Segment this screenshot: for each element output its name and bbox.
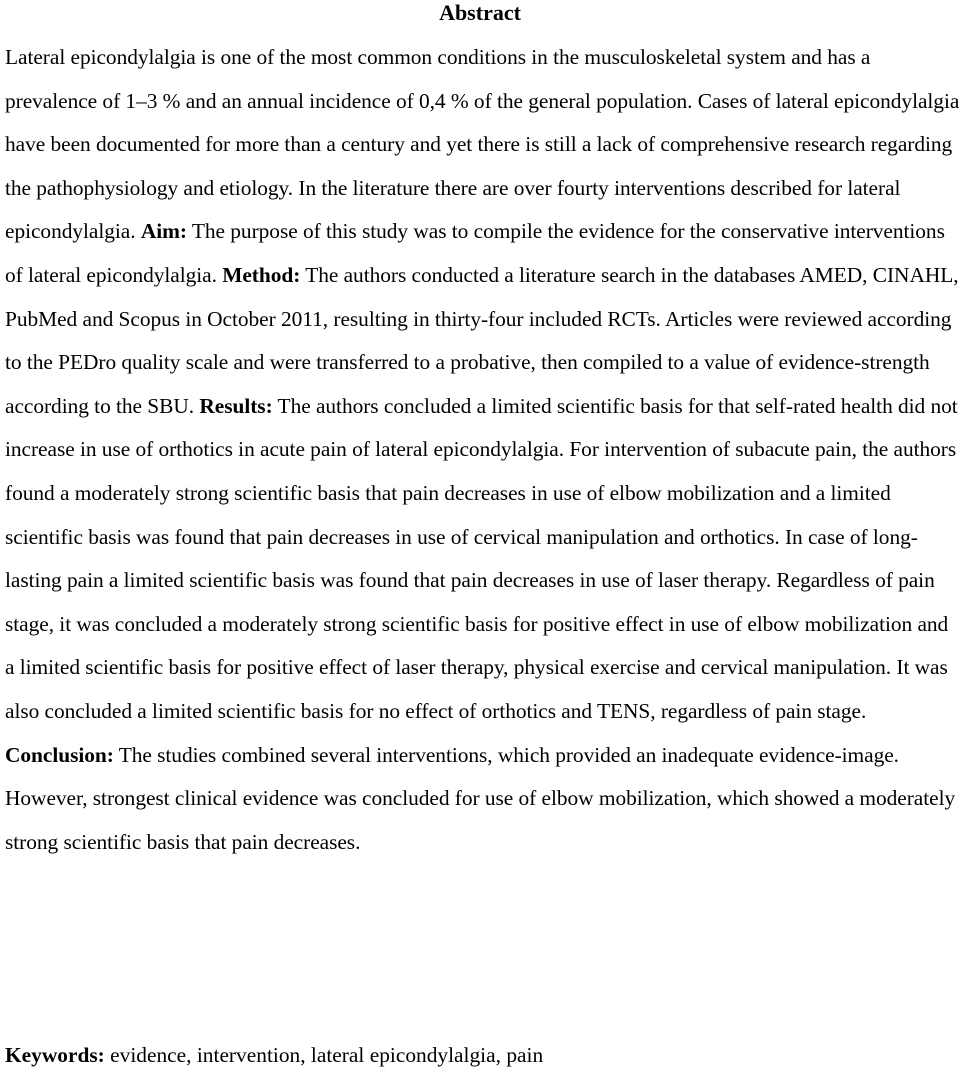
results-text: The authors concluded a limited scientific basis for that self-rated health did not increase in use of orthotics in acute pain of lateral epicondylalgia. For intervention of subacute pain, the authors found a moderately strong scientific basis that pain decreases in use of elbow mobilization and a limited scientific basis was found that pain decreases in use of cervical manipulation and orthotics. In case of long-lasting pain a limited scientific basis was found that pain decreases in use of laser therapy. Regardless of pain stage, it was concluded a moderately strong scientific basis for positive effect in use of elbow mobilization and a limited scientific basis for positive effect of laser therapy, physical exercise and cervical manipulation. It was also concluded a limited scientific basis for no effect of orthotics and TENS, regardless of pain stage. xyxy=(5,393,958,723)
abstract-body xyxy=(5,36,960,864)
method-label: Method: xyxy=(222,262,301,287)
results-label: Results: xyxy=(199,393,273,418)
conclusion-label: Conclusion: xyxy=(5,742,114,767)
conclusion-text: The studies combined several interventions, which provided an inadequate evidence-image. However, strongest clinical evidence was concluded for use of elbow mobilization, which showed a moderately strong scientific basis that pain decreases. xyxy=(5,742,956,854)
abstract-title: Abstract xyxy=(439,0,521,25)
keywords-label: Keywords: xyxy=(5,1043,105,1067)
intro-text: Lateral epicondylalgia is one of the most common conditions in the musculoskeletal system and has a prevalence of 1–3 % and an annual incidence of 0,4 % of the general population. Cases of lateral epicondylalgia have been documented for more than a century and yet there is still a lack of comprehensive research regarding the pathophysiology and etiology. In the literature there are over fourty interventions described for lateral epicondylalgia. xyxy=(5,45,960,244)
method-text: The authors conducted a literature search in the databases AMED, CINAHL, PubMed and Scopus in October 2011, resulting in thirty-four included RCTs. Articles were reviewed according to the PEDro quality scale and were transferred to a probative, then compiled to a value of evidence-strength according to the SBU. xyxy=(5,262,959,418)
aim-text: The purpose of this study was to compile the evidence for the conservative interventions of lateral epicondylalgia. xyxy=(5,219,945,287)
aim-label: Aim: xyxy=(140,219,187,244)
keywords-text: evidence, intervention, lateral epicondylalgia, pain xyxy=(104,1043,544,1067)
keywords-line xyxy=(5,1040,955,1070)
